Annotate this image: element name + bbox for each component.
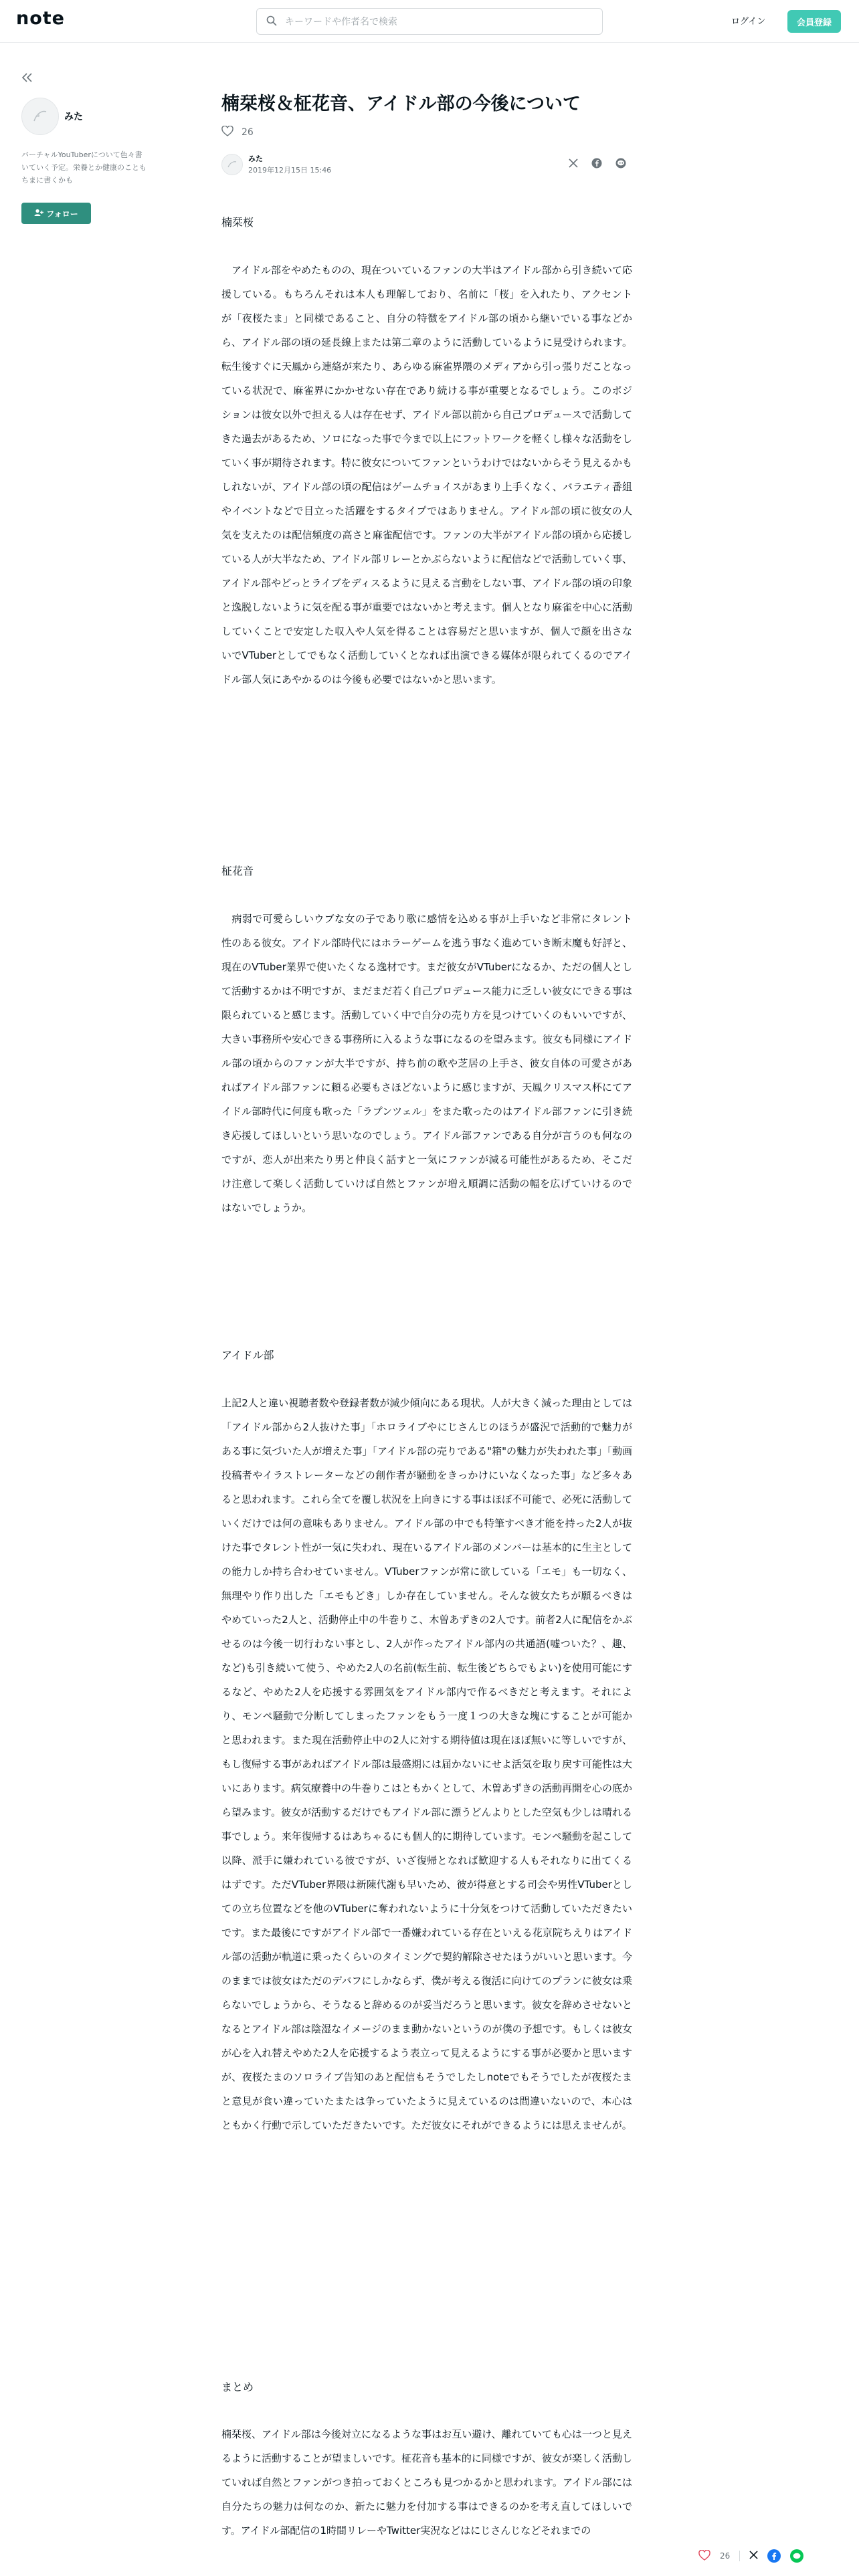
facebook-share-icon[interactable]: [591, 158, 602, 169]
author-name[interactable]: みた: [248, 154, 263, 163]
article-title: 楠栞桜＆柾花音、アイドル部の今後について: [221, 94, 581, 114]
note-logo[interactable]: note: [16, 8, 65, 29]
floating-action-bar: [698, 2547, 803, 2565]
float-heart-icon[interactable]: [698, 2550, 710, 2563]
section-heading: アイドル部: [221, 1349, 274, 1362]
search-box[interactable]: [256, 8, 603, 35]
like-count[interactable]: 26: [242, 127, 254, 138]
line-share-icon[interactable]: [790, 2549, 803, 2563]
post-date: 2019年12月15日 15:46: [248, 166, 332, 175]
collapse-sidebar-icon[interactable]: [21, 72, 33, 85]
section-heading: 楠栞桜: [221, 216, 254, 229]
divider: [739, 2551, 740, 2561]
line-share-icon[interactable]: [615, 158, 626, 169]
share-buttons: [569, 158, 626, 169]
x-share-icon[interactable]: [569, 158, 578, 168]
site-header: [0, 0, 859, 43]
section-body: アイドル部をやめたものの、現在ついているファンの大半はアイドル部から引き続いて応援している。もちろんそれは本人も理解しており、名前に「桜」を入れたり、アクセントが「夜桜たま」と同様であること、自分の特徴をアイドル部の頃から継いでいる事などから、アイドル部の頃の延長線上または第二章のように活動しているように見受けられます。転生後すぐに天鳳から連絡が来たり、あらゆる麻雀界隈のメディアから引っ張りだことなっている状況で、麻雀界にかかせない存在であり続ける事が重要となるでしょう。このポジションは彼女以外で担える人は存在せず、アイドル部以前から自己プロデュースで活動してきた過去があるため、ソロになった事で今まで以上にフットワークを軽くし様々な活動をしていく事が期待されます。特に彼女についてファンというわけではないからそう見えるかもしれないが、アイドル部の頃の配信はゲームチョイスがあまり上手くなく、バラエティ番組やイベントなどで目立った活躍をするタイプではありません。アイドル部の頃に彼女の人気を支えたのは配信頻度の高さと麻雀配信です。ファンの大半がアイドル部の頃から応援している人が大半なため、アイドル部リレーとかぶらないように配信などで活動していく事、アイドル部やどっとライブをディスるように見える言動をしない事、アイドル部の頃の印象と逸脱しないように気を配る事が重要ではないかと考えます。個人となり麻雀を中心に活動していくことで安定した収入や人気を得ることは容易だと思いますが、個人で顔を出さないでVTuberとしてでもなく活動していくとなれば出演できる媒体が限られてくるのでアイドル部人気にあやかるのは今後も必要ではないかと思います。: [221, 264, 632, 685]
section-body: 上記2人と違い視聴者数や登録者数が減少傾向にある現状。人が大きく減った理由としては「アイドル部から2人抜けた事」「ホロライブやにじさんじのほうが盛況で活動的で魅力がある事に気づいた人が増えた事」「アイドル部の売りである"箱"の魅力が失われた事」「動画投稿者やイラストレーターなどの創作者が騒動をきっかけにいなくなった事」など多々あると思われます。これら全てを覆し状況を上向きにする事はほぼ不可能で、必死に活動していくだけでは何の意味もありません。アイドル部の中でも特筆すべき才能を持った2人が抜けた事でタレント性が一気に失われ、現在いるアイドル部のメンバーは基本的に生主としての能力しか持ち合わせていません。VTuberファンが常に欲している「エモ」も一切なく、無理やり作り出した「エモもどき」しか存在していません。そんな彼女たちが願るべきはやめていった2人と、活動停止中の牛巻りこ、木曽あずきの2人です。前者2人に配信をかぶせるのは今後一切行わない事とし、2人が作ったアイドル部内の共通語(嘘ついた？、趣、など)も引き続いて使う、やめた2人の名前(転生前、転生後どちらでもよい)を使用可能にするなど、やめた2人を応援する雰囲気をアイドル部内で作るべきだと考えます。それにより、モンペ騒動で分断してしまったファンをもう一度１つの大きな塊にすることが可能かと思われます。また現在活動停止中の2人に対する期待値は現在ほぼ無いに等しいですが、もし復帰する事があればアイドル部は最盛期には届かないにせよ活気を取り戻す可能性は大いにあります。病気療養中の牛巻りこはともかくとして、木曽あずきの活動再開を心の底から望みます。彼女が活動するだけでもアイドル部に漂うどんよりとした空気も少しは晴れる事でしょう。来年復帰するはあちゃるにも個人的に期待しています。モンペ騒動を起こして以降、派手に嫌われている彼ですが、いざ復帰となれば歓迎する人もそれなりに出てくるはずです。ただVTuber界隈は新陳代謝も早いため、彼が得意とする司会や男性VTuberとしての立ち位置などを他のVTuberに奪われないように十分気をつけて活動していただきたいです。また最後にですがアイドル部で一番嫌われている存在といえる花京院ちえりはアイドル部の活動が軌道に乗ったくらいのタイミングで契約解除させたほうがいいと思います。今のままでは彼女はただのデバフにしかならず、僕が考える復活に向けてのプランに彼女は乗らないでしょうから、そうなると辞めるのが妥当だろうと思います。彼女を辞めさせないとなるとアイドル部は陰湿なイメージのまま動かないというのが僕の予想です。もしくは彼女が心を入れ替えやめた2人を応援するよう表立って見えるようにする事が必要かと思いますが、夜桜たまのソロライブ告知のあと配信もそうでしたしnoteでもそうでしたが夜桜たまと意見が食い違っていたまたは争っていたように見えているのは間違いないので、本心はともかく行動で示していただきたいです。ただ彼女にそれができるようには思えませんが。: [221, 1397, 632, 2131]
like-row: [221, 126, 254, 139]
search-input[interactable]: [284, 13, 594, 31]
follow-label: フォロー: [46, 209, 78, 219]
author-avatar-small[interactable]: [221, 154, 243, 175]
signup-button[interactable]: 会員登録: [787, 10, 841, 33]
heart-icon[interactable]: [221, 126, 233, 139]
section-heading: まとめ: [221, 2381, 254, 2393]
section-body: 病弱で可愛らしいウブな女の子であり歌に感情を込める事が上手いなど非常にタレント性のある彼女。アイドル部時代にはホラーゲームを逃う事なく進めていき断末魔も好評と、現在のVTuber業界で使いたくなる逸材です。まだ彼女がVTuberになるか、ただの個人として活動するかは不明ですが、まだまだ若く自己プロデュース能力に乏しい彼女にできる事は限られていると感じます。活動していく中で自分の売り方を見つけていくのもいいですが、大きい事務所や安心できる事務所に入るような事になるのを望みます。彼女も同様にアイドル部の頃からのファンが大半ですが、持ち前の歌や芝居の上手さ、彼女自体の可愛さがあればアイドル部ファンに頼る必要もさほどないように感じますが、天鳳クリスマス杯にてアイドル部時代に何度も歌った「ラプンツェル」をまた歌ったのはアイドル部ファンに引き続き応援してほしいという思いなのでしょう。アイドル部ファンである自分が言うのも何なのですが、恋人が出来たり男と仲良く話すと一気にファンが減る可能性があるため、そこだけ注意して楽しく活動していけば自然とファンが増え順調に活動の幅を広げていけるのではないでしょうか。: [221, 913, 632, 1214]
login-link[interactable]: ログイン: [731, 17, 766, 27]
author-avatar[interactable]: [21, 98, 59, 135]
follow-button[interactable]: [21, 203, 91, 224]
add-user-icon: [34, 209, 43, 219]
x-share-icon[interactable]: [749, 2551, 758, 2561]
sidebar-author-bio: バーチャルYouTuberについて色々書いていく予定。栄養とか健康のこともちまに書くかも: [21, 150, 147, 185]
sidebar-author-name[interactable]: みた: [64, 112, 83, 122]
facebook-share-icon[interactable]: [767, 2549, 781, 2563]
section-heading: 柾花音: [221, 865, 254, 877]
section-body: 楠栞桜、アイドル部は今後対立になるような事はお互い避け、離れていても心は一つと見えるように活動することが望ましいです。柾花音も基本的に同様ですが、彼女が楽しく活動していれば自然とファンがつき拍っておくところも見つかるかと思われます。アイドル部には自分たちの魅力は何なのか、新たに魅力を付加する事はできるのかを考え直してほしいです。アイドル部配信の1時間リレーやTwitter実況などはにじさんじなどそれまでの: [221, 2428, 632, 2537]
search-icon: [266, 15, 277, 29]
float-like-count[interactable]: 26: [720, 2551, 731, 2561]
